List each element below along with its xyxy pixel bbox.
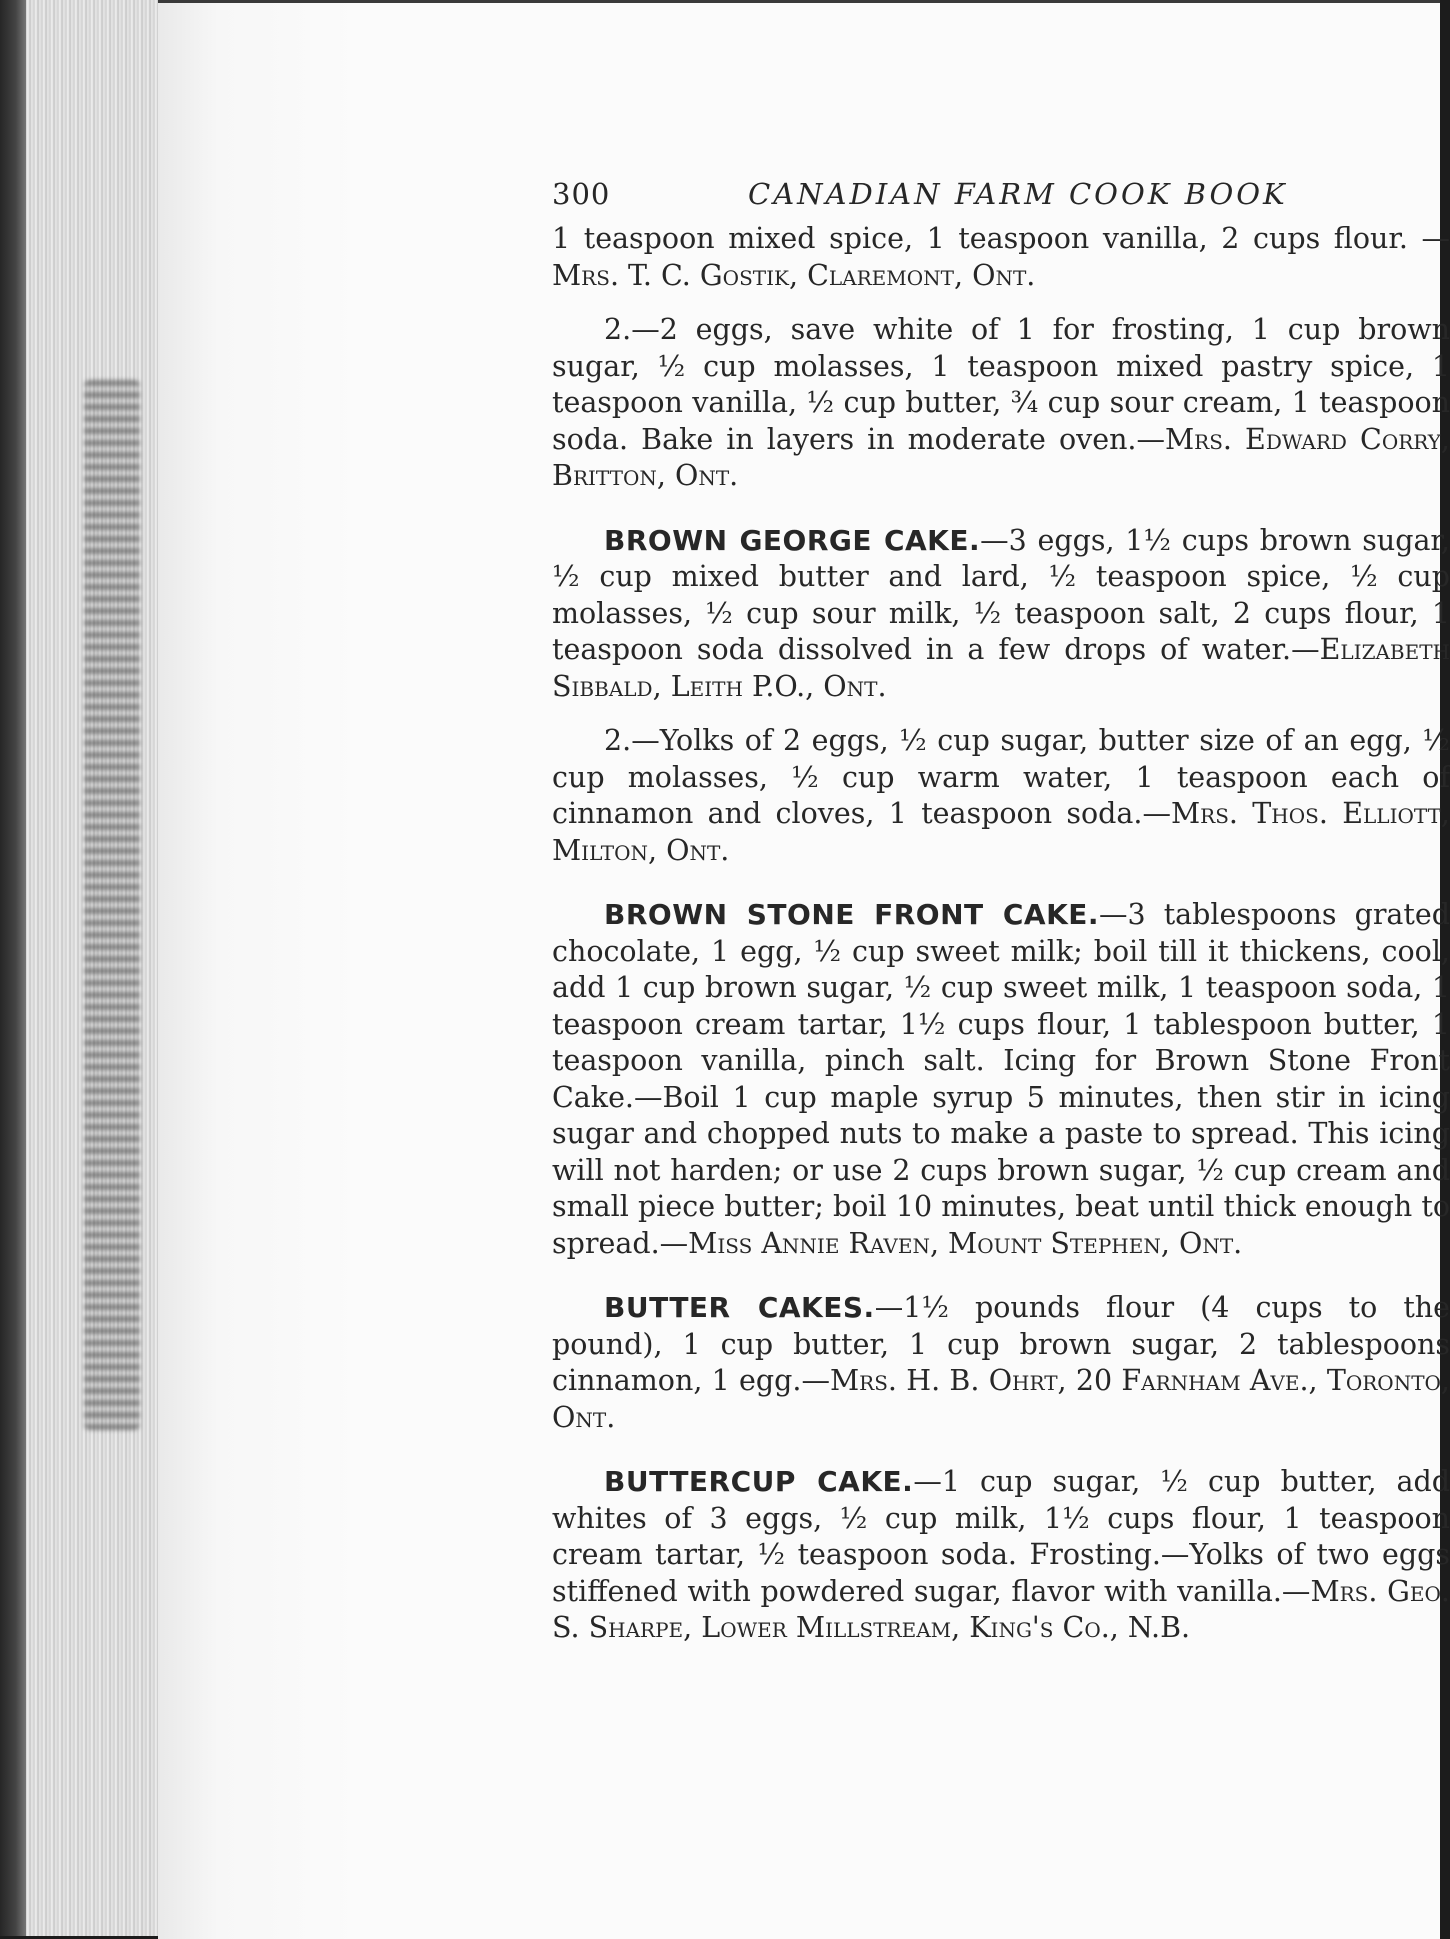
recipe-title: BROWN STONE FRONT CAKE. bbox=[604, 898, 1100, 931]
recipe-text: 2.—Yolks of 2 eggs, ½ cup sugar, butter size of an egg, ½ cup molasses, ½ cup warm water, 1 teaspoon each of cinnamon and cloves, 1 teaspoon soda.— bbox=[552, 724, 1450, 830]
book-cover-edge bbox=[0, 0, 26, 1936]
recipe-title: BUTTER CAKES. bbox=[604, 1291, 875, 1324]
recipe-continuation bbox=[552, 221, 1450, 294]
recipe-text: 2.—2 eggs, save white of 1 for frosting, 1 cup brown sugar, ½ cup molasses, 1 teaspoon mixed pastry spice, 1 teaspoon vanilla, ½ cup butter, ¾ cup sour cream, 1 teaspoon soda. Bake in layers in moderate oven.— bbox=[552, 313, 1450, 456]
recipe-variant bbox=[552, 312, 1450, 495]
recipe-buttercup-cake bbox=[552, 1464, 1450, 1647]
contributor: Mrs. H. B. Ohrt, 20 Farnham Ave., Toronto, Ont. bbox=[552, 1364, 1450, 1434]
book-page-edges bbox=[0, 0, 180, 1936]
contributor: Elizabeth Sibbald, Leith P.O., Ont. bbox=[552, 633, 1450, 703]
book-page bbox=[158, 0, 1450, 1939]
contributor: Mrs. Edward Corry, Britton, Ont. bbox=[552, 422, 1450, 492]
bleed-through-print bbox=[84, 380, 140, 1430]
recipe-text: 1 teaspoon mixed spice, 1 teaspoon vanilla, 2 cups flour. bbox=[552, 222, 1408, 255]
recipe-brown-george-cake bbox=[552, 523, 1450, 706]
contributor: Miss Annie Raven, Mount Stephen, Ont. bbox=[688, 1226, 1243, 1260]
recipe-variant bbox=[552, 723, 1450, 869]
recipe-brown-stone-front-cake bbox=[552, 897, 1450, 1262]
recipe-text: —3 tablespoons grated chocolate, 1 egg, ½ cup sweet milk; boil till it thickens, cool, add 1 cup brown sugar, ½ cup sweet milk, 1 teaspoon soda, 1 teaspoon cream tartar, 1½ cups flour, 1 tablespoon butter, 1 teaspoon vanilla, pinch salt. Icing for Brown Stone Front Cake.—Boil 1 cup maple syrup 5 minutes, then stir in icing sugar and chopped nuts to make a paste to spread. This icing will not harden; or use 2 cups brown sugar, ½ cup cream and small piece butter; boil 10 minutes, beat until thick enough to spread.— bbox=[552, 898, 1450, 1260]
page-number: 300 bbox=[552, 177, 611, 211]
contributor: —Mrs. T. C. Gostik, Claremont, Ont. bbox=[552, 222, 1450, 292]
recipe-title: BUTTERCUP CAKE. bbox=[604, 1465, 914, 1498]
recipe-text: —1 cup sugar, ½ cup butter, add whites of 3 eggs, ½ cup milk, 1½ cups flour, 1 teaspoon cream tartar, ½ teaspoon soda. Frosting.—Yolks of two eggs stiffened with powdered sugar, flavor with vanilla.— bbox=[552, 1465, 1450, 1608]
contributor: Mrs. Thos. Elliott, Milton, Ont. bbox=[552, 797, 1450, 867]
running-head bbox=[552, 173, 1450, 221]
contributor: Mrs. Geo. S. Sharpe, Lower Millstream, King's Co., N.B. bbox=[552, 1574, 1450, 1644]
page-content bbox=[552, 173, 1450, 1665]
recipe-text: —3 eggs, 1½ cups brown sugar, ½ cup mixed butter and lard, ½ teaspoon spice, ½ cup molasses, ½ cup sour milk, ½ teaspoon salt, 2 cups flour, 1 teaspoon soda dissolved in a few drops of water.— bbox=[552, 523, 1450, 666]
book-title: CANADIAN FARM COOK BOOK bbox=[748, 177, 1288, 211]
recipe-title: BROWN GEORGE CAKE. bbox=[604, 523, 981, 557]
recipe-butter-cakes bbox=[552, 1290, 1450, 1436]
recipe-text: —1½ pounds flour (4 cups to the pound), 1 cup butter, 1 cup brown sugar, 2 tablespoons cinnamon, 1 egg.— bbox=[552, 1291, 1450, 1397]
